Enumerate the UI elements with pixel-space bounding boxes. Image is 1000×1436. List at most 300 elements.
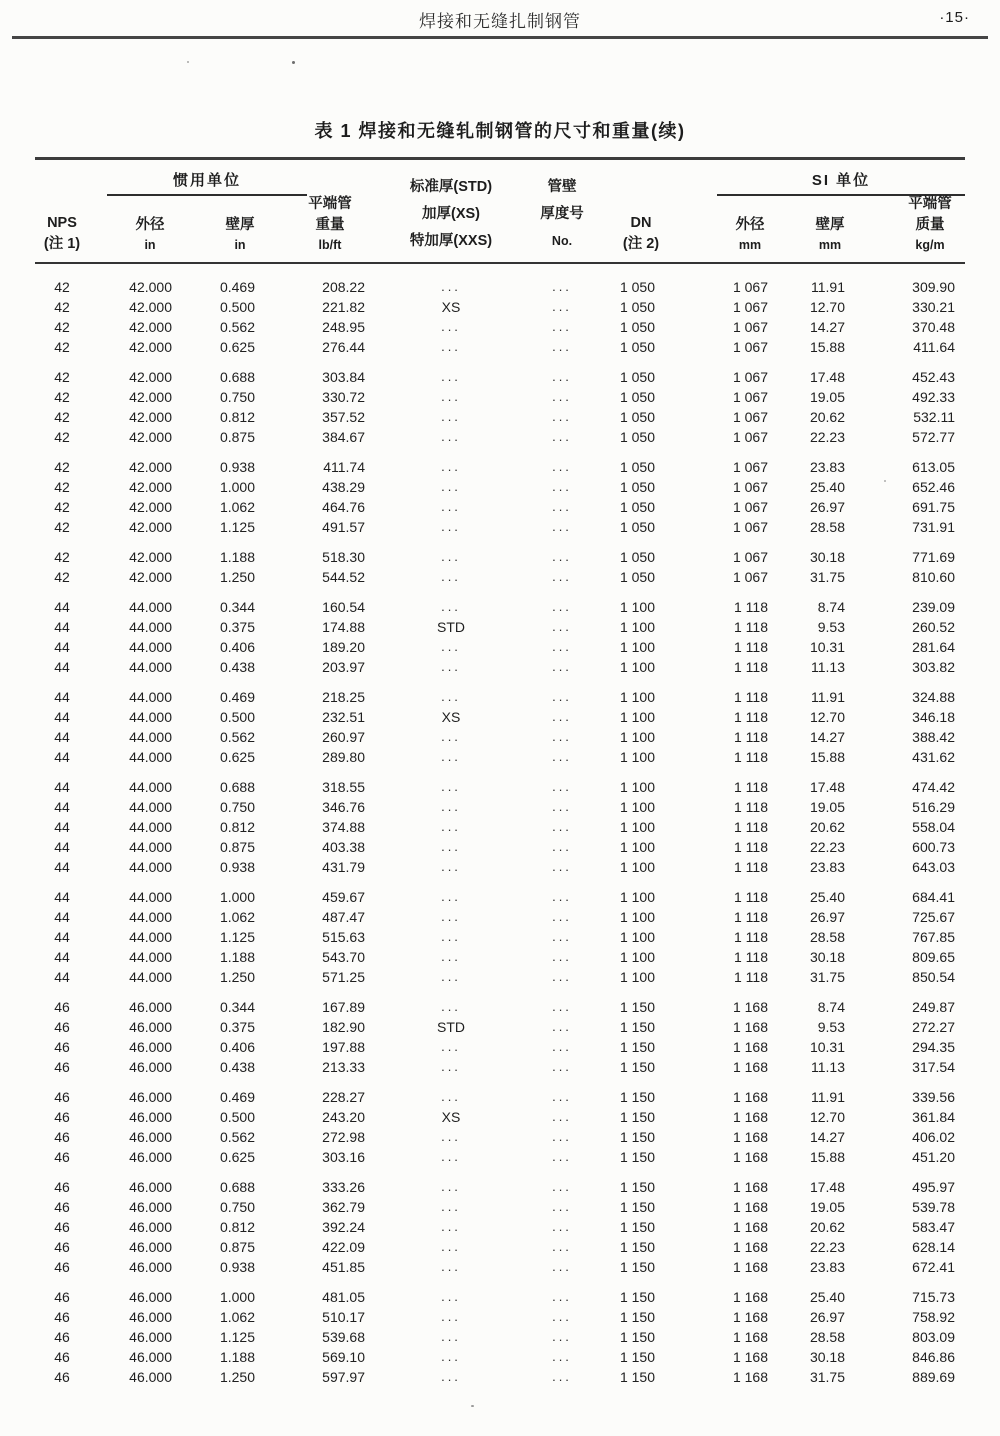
table-cell: 11.91: [811, 689, 845, 705]
table-cell: ...: [441, 1369, 461, 1384]
table-cell: 492.33: [912, 389, 955, 405]
table-cell: ...: [552, 969, 572, 984]
table-cell: 44: [54, 969, 70, 985]
table-cell: 767.85: [912, 929, 955, 945]
table-cell: ...: [441, 909, 461, 924]
table-cell: 23.83: [809, 459, 845, 475]
table-cell: 160.54: [322, 599, 365, 615]
table-cell: 20.62: [809, 409, 845, 425]
table-cell: ...: [552, 929, 572, 944]
table-cell: 44: [54, 819, 70, 835]
column-header-nps: NPS (注 1): [43, 215, 81, 252]
table-header: [35, 157, 965, 264]
table-cell: 403.38: [322, 839, 365, 855]
table-cell: 44.000: [129, 709, 172, 725]
table-cell: 1 150: [619, 1309, 655, 1325]
table-cell: 1 050: [619, 569, 655, 585]
table-cell: 1.000: [219, 1289, 255, 1305]
row-group: [35, 597, 965, 677]
table-cell: 42.000: [129, 339, 172, 355]
table-cell: 26.97: [809, 499, 845, 515]
table-cell: 1 118: [734, 929, 768, 945]
table-cell: 44.000: [129, 619, 172, 635]
table-cell: ...: [552, 1059, 572, 1074]
table-cell: 495.97: [912, 1179, 955, 1195]
table-cell: 1 067: [732, 519, 768, 535]
row-group: [35, 687, 965, 767]
table-cell: 1 118: [734, 619, 768, 635]
table-cell: ...: [441, 1219, 461, 1234]
table-cell: ...: [441, 549, 461, 564]
table-cell: 431.79: [322, 859, 365, 875]
table-cell: 1 050: [619, 369, 655, 385]
table-cell: 1 100: [619, 639, 655, 655]
table-cell: 30.18: [809, 549, 845, 565]
table-cell: 30.18: [809, 1349, 845, 1365]
column-header-od-mm: 外径 mm: [735, 217, 765, 252]
table-cell: STD: [437, 619, 465, 635]
table-cell: 44: [54, 619, 70, 635]
table-cell: 374.88: [322, 819, 365, 835]
table-cell: 571.25: [322, 969, 365, 985]
table-cell: 1 067: [732, 459, 768, 475]
table-cell: 1 168: [732, 1349, 768, 1365]
table-cell: 249.87: [912, 999, 955, 1015]
table-cell: 1 100: [619, 779, 655, 795]
table-cell: 1 050: [619, 519, 655, 535]
table-cell: ...: [552, 1039, 572, 1054]
table-cell: 1 050: [619, 549, 655, 565]
row-group: [35, 1287, 965, 1387]
table-row: [35, 747, 965, 767]
table-cell: ...: [441, 1349, 461, 1364]
column-header-schedule-no: 管壁 厚度号 No.: [540, 179, 584, 248]
table-cell: 491.57: [322, 519, 365, 535]
table-cell: ...: [552, 319, 572, 334]
table-row: [35, 1057, 965, 1077]
table-cell: 1 168: [732, 1369, 768, 1385]
table-cell: 44.000: [129, 689, 172, 705]
table-cell: 232.51: [322, 709, 365, 725]
table-cell: 846.86: [912, 1349, 955, 1365]
table-cell: 1 168: [732, 1219, 768, 1235]
table-cell: XS: [441, 1109, 461, 1125]
table-cell: 8.74: [817, 999, 845, 1015]
table-cell: 0.938: [219, 859, 255, 875]
table-cell: 1 168: [732, 1329, 768, 1345]
table-row: [35, 637, 965, 657]
table-cell: 0.625: [219, 339, 255, 355]
table-cell: 451.20: [912, 1149, 955, 1165]
table-cell: 44.000: [129, 799, 172, 815]
table-cell: 228.27: [322, 1089, 365, 1105]
table-row: [35, 997, 965, 1017]
table-cell: ...: [552, 659, 572, 674]
table-row: [35, 277, 965, 297]
table-cell: 31.75: [809, 969, 845, 985]
table-cell: 1 067: [732, 389, 768, 405]
table-cell: 1 168: [732, 1019, 768, 1035]
table-cell: ...: [441, 409, 461, 424]
table-cell: 248.95: [322, 319, 365, 335]
table-cell: 438.29: [322, 479, 365, 495]
table-cell: 459.67: [322, 889, 365, 905]
table-cell: 1 150: [619, 1179, 655, 1195]
table-cell: 1 067: [732, 339, 768, 355]
table-row: [35, 617, 965, 637]
table-cell: 15.88: [809, 339, 845, 355]
table-cell: 44: [54, 659, 70, 675]
table-cell: 46.000: [129, 1239, 172, 1255]
table-cell: 539.78: [912, 1199, 955, 1215]
table-cell: 0.500: [219, 1109, 255, 1125]
table-cell: 1 168: [732, 1129, 768, 1145]
table-cell: 28.58: [809, 519, 845, 535]
table-cell: 481.05: [322, 1289, 365, 1305]
table-cell: 46: [54, 1199, 70, 1215]
table-cell: 44.000: [129, 659, 172, 675]
table-cell: 46.000: [129, 1019, 172, 1035]
table-cell: ...: [441, 479, 461, 494]
table-cell: 0.469: [219, 689, 255, 705]
table-cell: 42: [54, 479, 70, 495]
table-cell: ...: [441, 1039, 461, 1054]
table-cell: 46: [54, 1219, 70, 1235]
table-row: [35, 1197, 965, 1217]
table-cell: 1 118: [734, 659, 768, 675]
table-cell: 46.000: [129, 1289, 172, 1305]
table-cell: 46: [54, 1289, 70, 1305]
table-cell: 12.70: [809, 709, 845, 725]
table-cell: 1 150: [619, 999, 655, 1015]
table-cell: ...: [552, 749, 572, 764]
column-header-wall-mm: 壁厚 mm: [815, 217, 845, 252]
table-cell: 1 050: [619, 499, 655, 515]
table-cell: 46.000: [129, 1089, 172, 1105]
table-row: [35, 707, 965, 727]
table-cell: 0.812: [219, 1219, 255, 1235]
table-cell: 9.53: [817, 1019, 845, 1035]
table-cell: ...: [441, 859, 461, 874]
table-cell: 17.48: [809, 369, 845, 385]
table-cell: 1 150: [619, 1259, 655, 1275]
table-row: [35, 1177, 965, 1197]
table-cell: 0.500: [219, 299, 255, 315]
table-cell: ...: [552, 1109, 572, 1124]
table-cell: 357.52: [322, 409, 365, 425]
table-cell: 361.84: [912, 1109, 955, 1125]
table-cell: 1 118: [734, 599, 768, 615]
table-row: [35, 477, 965, 497]
table-cell: 330.21: [912, 299, 955, 315]
table-cell: 1 118: [734, 839, 768, 855]
table-cell: ...: [441, 369, 461, 384]
table-cell: 11.13: [811, 659, 845, 675]
table-cell: 0.469: [219, 279, 255, 295]
table-cell: 1 067: [732, 549, 768, 565]
table-cell: 46: [54, 1369, 70, 1385]
table-cell: 1 050: [619, 459, 655, 475]
table-cell: 1 118: [734, 799, 768, 815]
table-cell: 1 150: [619, 1219, 655, 1235]
table-cell: 1.062: [219, 499, 255, 515]
table-cell: ...: [552, 1309, 572, 1324]
table-row: [35, 387, 965, 407]
table-cell: 544.52: [322, 569, 365, 585]
column-header-wall-in: 壁厚 in: [225, 217, 255, 252]
table-cell: 44.000: [129, 639, 172, 655]
page-header: [12, 0, 988, 39]
table-cell: 1 168: [732, 999, 768, 1015]
table-cell: 12.70: [809, 299, 845, 315]
table-cell: 44.000: [129, 729, 172, 745]
table-row: [35, 967, 965, 987]
table-cell: 1 067: [732, 279, 768, 295]
table-cell: 17.48: [809, 1179, 845, 1195]
table-cell: 1 168: [732, 1199, 768, 1215]
table-cell: 1 168: [732, 1239, 768, 1255]
table-cell: ...: [552, 839, 572, 854]
table-cell: 218.25: [322, 689, 365, 705]
table-cell: ...: [441, 969, 461, 984]
table-cell: ...: [441, 1149, 461, 1164]
table-cell: 487.47: [322, 909, 365, 925]
table-cell: 1 067: [732, 499, 768, 515]
table-cell: 46: [54, 1329, 70, 1345]
table-cell: 1 150: [619, 1289, 655, 1305]
table-cell: ...: [441, 569, 461, 584]
table-row: [35, 547, 965, 567]
table-cell: ...: [441, 949, 461, 964]
table-cell: 1 118: [734, 819, 768, 835]
table-cell: 600.73: [912, 839, 955, 855]
table-cell: 810.60: [912, 569, 955, 585]
table-cell: 243.20: [322, 1109, 365, 1125]
table-cell: ...: [552, 519, 572, 534]
table-cell: 451.85: [322, 1259, 365, 1275]
table-cell: ...: [552, 1369, 572, 1384]
table-row: [35, 1367, 965, 1387]
table-cell: 1 168: [732, 1259, 768, 1275]
table-cell: 42.000: [129, 389, 172, 405]
table-cell: 1.125: [219, 519, 255, 535]
page-number: ·15·: [939, 9, 970, 26]
table-cell: ...: [441, 339, 461, 354]
table-cell: ...: [441, 659, 461, 674]
table-cell: 0.875: [219, 1239, 255, 1255]
table-cell: 46: [54, 1019, 70, 1035]
table-cell: 1 150: [619, 1239, 655, 1255]
table-cell: 25.40: [809, 1289, 845, 1305]
table-cell: 691.75: [912, 499, 955, 515]
table-cell: 46: [54, 1039, 70, 1055]
table-cell: 14.27: [809, 729, 845, 745]
row-group: [35, 547, 965, 587]
table-cell: 324.88: [912, 689, 955, 705]
table-cell: 17.48: [809, 779, 845, 795]
table-cell: 0.750: [219, 1199, 255, 1215]
table-cell: 431.62: [912, 749, 955, 765]
table-cell: 1 100: [619, 659, 655, 675]
table-cell: 725.67: [912, 909, 955, 925]
table-cell: 44.000: [129, 749, 172, 765]
table-cell: STD: [437, 1019, 465, 1035]
scan-speck: [884, 480, 886, 482]
table-cell: ...: [552, 549, 572, 564]
table-cell: ...: [552, 409, 572, 424]
table-cell: ...: [552, 779, 572, 794]
table-cell: 46: [54, 999, 70, 1015]
table-cell: 44.000: [129, 599, 172, 615]
table-cell: 672.41: [912, 1259, 955, 1275]
table-cell: 1 168: [732, 1109, 768, 1125]
table-cell: 1.188: [219, 949, 255, 965]
table-cell: 1 100: [619, 929, 655, 945]
table-cell: 1 067: [732, 409, 768, 425]
table-cell: 174.88: [322, 619, 365, 635]
table-cell: ...: [441, 819, 461, 834]
table-cell: 46: [54, 1129, 70, 1145]
table-cell: 1 050: [619, 339, 655, 355]
table-cell: ...: [441, 1329, 461, 1344]
table-cell: ...: [552, 709, 572, 724]
table-cell: 42: [54, 519, 70, 535]
table-row: [35, 597, 965, 617]
table-cell: 46.000: [129, 1219, 172, 1235]
table-cell: 0.688: [219, 779, 255, 795]
table-cell: 20.62: [809, 819, 845, 835]
table-cell: 889.69: [912, 1369, 955, 1385]
scan-speck: [471, 1405, 474, 1407]
table-cell: 1 100: [619, 619, 655, 635]
table-cell: 330.72: [322, 389, 365, 405]
table-cell: ...: [552, 499, 572, 514]
table-cell: 569.10: [322, 1349, 365, 1365]
table-row: [35, 497, 965, 517]
table-cell: 42: [54, 429, 70, 445]
table-cell: 42: [54, 279, 70, 295]
table-cell: 346.18: [912, 709, 955, 725]
table-row: [35, 887, 965, 907]
row-group: [35, 997, 965, 1077]
table-cell: 42: [54, 499, 70, 515]
table-cell: 46.000: [129, 1369, 172, 1385]
scan-speck: [187, 61, 189, 63]
table-cell: 44: [54, 929, 70, 945]
table-cell: ...: [552, 459, 572, 474]
table-cell: ...: [552, 339, 572, 354]
table-cell: 1 150: [619, 1019, 655, 1035]
table-cell: 1.250: [219, 569, 255, 585]
document-title: 焊接和无缝扎制钢管: [419, 12, 581, 31]
table-cell: 46.000: [129, 999, 172, 1015]
table-cell: 1 118: [734, 729, 768, 745]
column-header-std-xs-xxs: 标准厚(STD) 加厚(XS) 特加厚(XXS): [409, 179, 493, 249]
table-cell: ...: [552, 999, 572, 1014]
table-cell: 1 100: [619, 889, 655, 905]
table-cell: 1 118: [734, 889, 768, 905]
table-cell: 1 050: [619, 389, 655, 405]
table-cell: 613.05: [912, 459, 955, 475]
table-row: [35, 1037, 965, 1057]
table-cell: 46: [54, 1109, 70, 1125]
table-cell: ...: [441, 1199, 461, 1214]
table-cell: ...: [552, 909, 572, 924]
row-group: [35, 1087, 965, 1167]
table-cell: 452.43: [912, 369, 955, 385]
table-cell: 684.41: [912, 889, 955, 905]
table-cell: 42: [54, 319, 70, 335]
table-cell: 22.23: [809, 1239, 845, 1255]
table-row: [35, 1087, 965, 1107]
table-cell: 0.438: [219, 659, 255, 675]
table-cell: 0.406: [219, 1039, 255, 1055]
table-cell: 44: [54, 749, 70, 765]
table-cell: 46.000: [129, 1039, 172, 1055]
table-cell: 558.04: [912, 819, 955, 835]
table-cell: 44: [54, 859, 70, 875]
table-cell: ...: [441, 429, 461, 444]
table-cell: 0.625: [219, 749, 255, 765]
column-header-od-in: 外径 in: [135, 217, 165, 252]
table-cell: ...: [441, 389, 461, 404]
table-cell: 0.375: [219, 1019, 255, 1035]
table-cell: 1 150: [619, 1149, 655, 1165]
table-cell: 46: [54, 1349, 70, 1365]
table-cell: 42.000: [129, 519, 172, 535]
table-cell: 197.88: [322, 1039, 365, 1055]
table-cell: 0.375: [219, 619, 255, 635]
table-cell: ...: [552, 1349, 572, 1364]
table-cell: ...: [441, 459, 461, 474]
table-cell: 1 067: [732, 569, 768, 585]
table-cell: 0.344: [219, 999, 255, 1015]
table-cell: ...: [441, 799, 461, 814]
table-cell: ...: [552, 1149, 572, 1164]
table-cell: 1 100: [619, 689, 655, 705]
table-cell: 1 100: [619, 819, 655, 835]
table-cell: ...: [552, 889, 572, 904]
table-cell: 0.406: [219, 639, 255, 655]
table-cell: 46.000: [129, 1149, 172, 1165]
table-cell: 1 067: [732, 369, 768, 385]
table-cell: 0.938: [219, 459, 255, 475]
table-cell: 44.000: [129, 909, 172, 925]
table-cell: 1.062: [219, 1309, 255, 1325]
table-cell: 44.000: [129, 929, 172, 945]
table-cell: 346.76: [322, 799, 365, 815]
table-cell: 12.70: [809, 1109, 845, 1125]
table-cell: 1 100: [619, 729, 655, 745]
table-cell: 44.000: [129, 779, 172, 795]
table-cell: ...: [552, 299, 572, 314]
table-cell: ...: [441, 319, 461, 334]
column-header-weight-lbft: 平端管 重量 lb/ft: [308, 196, 352, 252]
table-cell: ...: [552, 569, 572, 584]
table-cell: 370.48: [912, 319, 955, 335]
table-cell: 42: [54, 549, 70, 565]
table-cell: 583.47: [912, 1219, 955, 1235]
table-cell: ...: [552, 1199, 572, 1214]
table-cell: ...: [552, 1239, 572, 1254]
table-cell: 771.69: [912, 549, 955, 565]
table-row: [35, 1127, 965, 1147]
table-cell: 1 168: [732, 1089, 768, 1105]
table-cell: 46: [54, 1239, 70, 1255]
table-cell: ...: [552, 619, 572, 634]
row-group: [35, 777, 965, 877]
table-row: [35, 927, 965, 947]
